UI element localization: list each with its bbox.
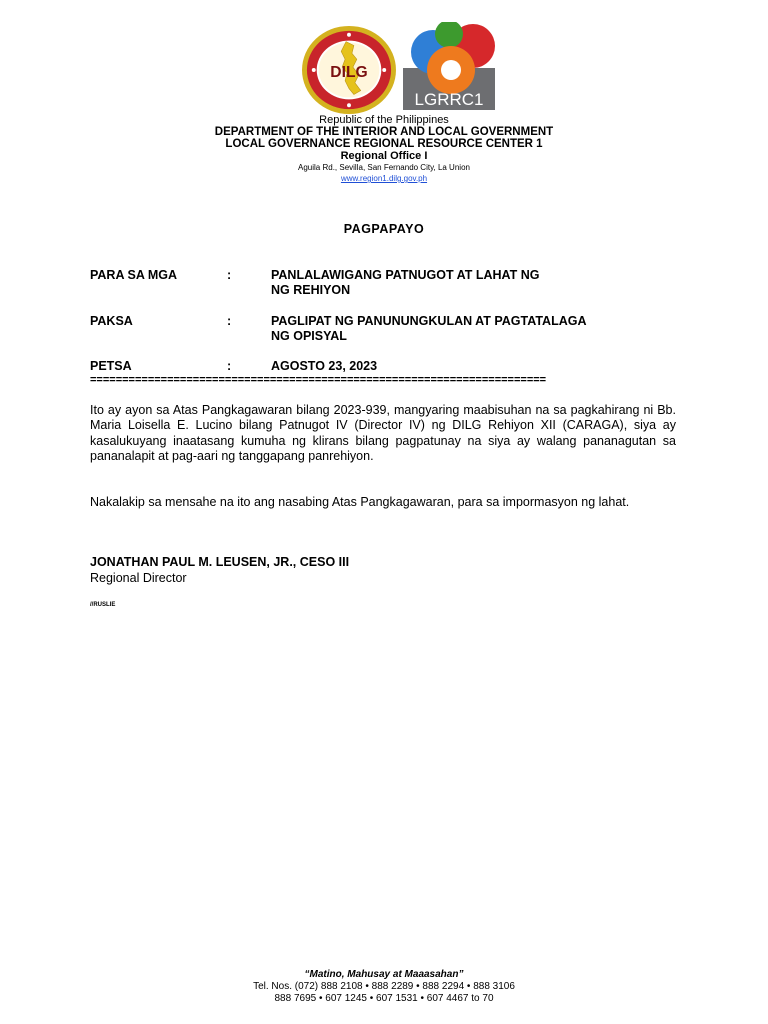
- document-title: PAGPAPAYO: [343, 222, 425, 236]
- field-colon: :: [227, 268, 232, 282]
- field-colon: :: [227, 359, 232, 373]
- body-paragraph: Nakalakip sa mensahe na ito ang nasabing Atas Pangkagawaran, para sa impormasyon ng lahat.: [90, 495, 630, 509]
- field-value: [271, 359, 691, 374]
- office-address: Aguila Rd., Sevilla, San Fernando City, La Union: [298, 163, 470, 172]
- signatory-name: JONATHAN PAUL M. LEUSEN, JR., CESO III: [90, 555, 350, 569]
- field-colon: :: [227, 314, 232, 328]
- lgrrc1-logo-text: LGRRC1: [414, 90, 484, 109]
- field-label: PAKSA: [90, 314, 133, 328]
- website-link[interactable]: www.region1.dilg.gov.ph: [340, 174, 428, 183]
- center-name: LOCAL GOVERNANCE REGIONAL RESOURCE CENTER 1: [225, 138, 543, 150]
- footer-telephone-line: Tel. Nos. (072) 888 2108 • 888 2289 • 888 2294 • 888 3106: [253, 981, 515, 992]
- field-value: [271, 268, 691, 298]
- field-label: PARA SA MGA: [90, 268, 178, 282]
- dilg-seal-logo: [300, 24, 398, 116]
- field-value-line: PAGLIPAT NG PANUNUNGKULAN AT PAGTATALAGA: [271, 314, 587, 328]
- logo-bar: [0, 22, 768, 112]
- footer-motto: “Matino, Mahusay at Maaasahan”: [304, 969, 464, 980]
- republic-line: Republic of the Philippines: [319, 114, 449, 126]
- signatory-title: Regional Director: [90, 571, 187, 585]
- field-value-line: AGOSTO 23, 2023: [271, 359, 378, 373]
- field-label: PETSA: [90, 359, 132, 373]
- body-paragraph: Ito ay ayon sa Atas Pangkagawaran bilang 2023-939, mangyaring maabisuhan na sa pagkahirang ni Bb. Maria Loisella E. Lucino bilang Patnugot IV (Director IV) ng DILG Rehiyon XII (CARAGA), siya ay kasalukuyang inaatasang kumuha ng klirans bilang pagpatunay na siya ay walang pananagutan sa pananalapit at pag-aari ng tanggapang panrehiyon.: [90, 403, 676, 464]
- separator-line: =======================================================================: [90, 374, 547, 386]
- dilg-logo-text: DILG: [330, 63, 368, 81]
- lgrrc1-logo: [403, 22, 495, 110]
- field-value-line: NG REHIYON: [271, 283, 351, 297]
- field-value-line: PANLALAWIGANG PATNUGOT AT LAHAT NG: [271, 268, 540, 282]
- regional-office: Regional Office I: [340, 150, 428, 162]
- letterhead: [0, 114, 768, 184]
- field-value: [271, 314, 691, 344]
- footer-telephone-line: 888 7695 • 607 1245 • 607 1531 • 607 4467 to 70: [274, 993, 494, 1004]
- footer: [0, 969, 768, 1005]
- department-name: DEPARTMENT OF THE INTERIOR AND LOCAL GOVERNMENT: [214, 126, 554, 138]
- field-value-line: NG OPISYAL: [271, 329, 347, 343]
- typist-initials: //RUSLIE: [90, 602, 116, 608]
